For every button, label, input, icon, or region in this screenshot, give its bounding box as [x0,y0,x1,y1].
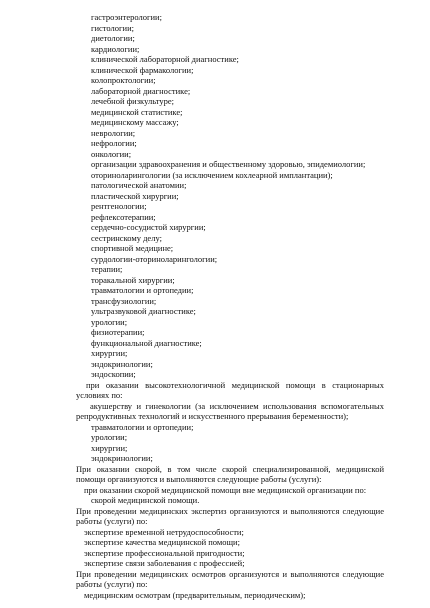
list-item: хирургии; [91,442,128,453]
list-item: пластической хирургии; [91,190,179,201]
list-item: кардиологии; [91,43,140,54]
section-high-tech-intro: при оказании высокотехнологичной медицинской помощи в стационарных условиях по: [76,379,384,400]
section-emergency-sub: при оказании скорой медицинской помощи вне медицинской организации по: [84,484,367,495]
list-item: медицинской статистике; [91,106,183,117]
list-item: гистологии; [91,22,134,33]
list-item: спортивной медицине; [91,243,174,253]
list-item: травматологии и ортопедии; [91,285,194,295]
list-item: лабораторной диагностике; [91,85,191,96]
list-item: урологии; [91,432,128,442]
list-item: онкологии; [91,148,132,159]
list-item: медицинскому массажу; [91,117,179,127]
list-item: рефлексотерапии; [91,211,156,222]
list-item: торакальной хирургии; [91,274,175,285]
list-item: диетологии; [91,33,135,43]
list-item: колопроктологии; [91,75,156,85]
list-item: экспертизе связи заболевания с профессией; [84,558,245,568]
section-high-tech-obstetrics: акушерству и гинекологии (за исключением использования вспомогательных репродуктивных технологий и искусственного прерывания беременности); [76,400,384,421]
list-item: медицинским осмотрам (предварительным, периодическим); [84,589,306,600]
list-item: физиотерапии; [91,327,145,337]
list-item: ультразвуковой диагностике; [91,306,196,316]
section-examinations-intro: При проведении медицинских осмотров организуются и выполняются следующие работы (услуги) по: [76,568,384,589]
section-expertise-intro: При проведении медицинских экспертиз организуются и выполняются следующие работы (услуги) по: [76,505,384,526]
list-item: функциональной диагностике; [91,337,202,348]
list-item: нефрологии; [91,138,137,148]
list-item: экспертизе профессиональной пригодности; [84,547,245,558]
list-item: неврологии; [91,127,136,138]
list-item: клинической лабораторной диагностике; [91,54,239,64]
list-item: гастроэнтерологии; [91,12,162,22]
list-item: трансфузиологии; [91,295,157,306]
list-item: хирургии; [91,348,128,358]
list-item: оториноларингологии (за исключением кохлеарной имплантации); [91,169,333,180]
list-item: эндоскопии; [91,369,136,379]
section-emergency-intro: При оказании скорой, в том числе скорой специализированной, медицинской помощи организуются и выполняются следующие работы (услуги): [76,463,384,484]
list-item: экспертизе качества медицинской помощи; [84,537,240,547]
list-item: клинической фармакологии; [91,64,194,75]
list-item: скорой медицинской помощи. [91,495,200,505]
list-item: травматологии и ортопедии; [91,421,194,432]
list-item: организации здравоохранения и общественному здоровью, эпидемиологии; [91,159,366,169]
list-item: урологии; [91,316,128,327]
list-item: эндокринологии; [91,453,153,463]
list-item: сестринскому делу; [91,232,162,243]
list-item: сердечно-сосудистой хирургии; [91,222,206,232]
list-item: терапии; [91,264,123,274]
list-item: патологической анатомии; [91,180,187,190]
list-item: эндокринологии; [91,358,153,369]
list-item: рентгенологии; [91,201,147,211]
list-item: сурдологии-оториноларингологии; [91,253,218,264]
list-item: экспертизе временной нетрудоспособности; [84,526,244,537]
list-item: лечебной физкультуре; [91,96,174,106]
